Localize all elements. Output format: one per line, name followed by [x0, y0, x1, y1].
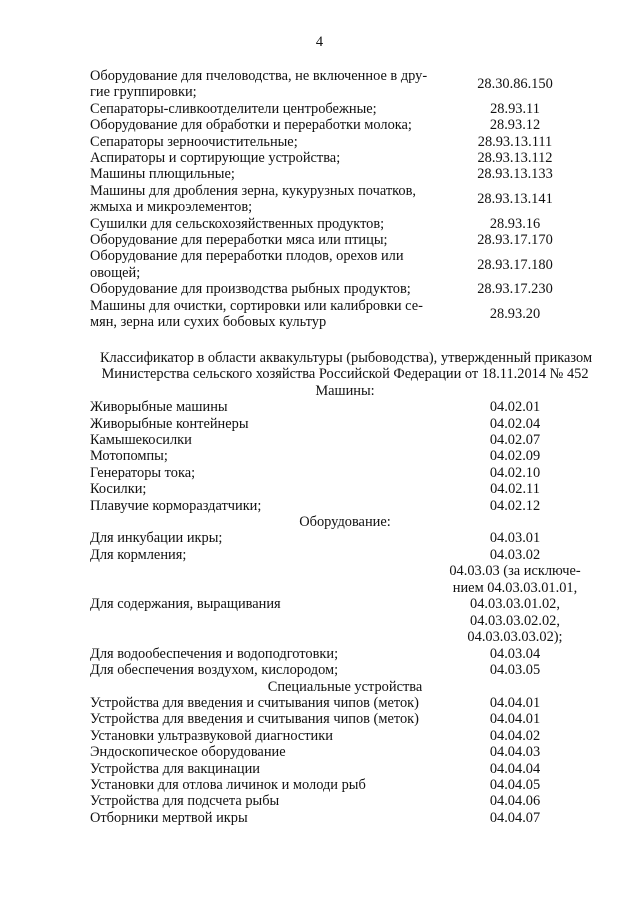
list-item	[90, 281, 600, 297]
list-item	[90, 101, 600, 117]
item-code: 28.93.13.111	[477, 133, 553, 150]
item-code: 04.04.01	[489, 711, 541, 728]
item-code: 04.04.04	[489, 760, 541, 777]
item-code: 28.93.13.112	[477, 150, 553, 167]
list-item	[90, 793, 600, 809]
item-name: Сушилки для сельскохозяйственных продуктов;	[90, 215, 385, 232]
special-devices-heading: Специальные устройства	[267, 678, 423, 695]
item-name: Оборудование для производства рыбных продуктов;	[90, 281, 411, 298]
item-code: 04.02.07	[489, 432, 541, 449]
item-code: 04.02.09	[489, 448, 541, 465]
item-name: Камышекосилки	[90, 432, 192, 449]
item-name: Живорыбные контейнеры	[90, 415, 249, 432]
item-name: Машины для очистки, сортировки или калибровки се- мян, зерна или сухих бобовых культур	[90, 297, 423, 331]
item-code: 04.02.04	[489, 415, 541, 432]
item-name: Живорыбные машины	[90, 399, 228, 416]
list-item	[90, 183, 600, 216]
item-name: Для содержания, выращивания	[90, 596, 281, 613]
special-devices-list	[90, 695, 600, 826]
list-item	[90, 117, 600, 133]
item-name: Плавучие кормораздатчики;	[90, 497, 262, 514]
list-item	[90, 399, 600, 415]
item-name: Устройства для введения и считывания чипов (меток)	[90, 695, 419, 711]
item-name: Для инкубации икры;	[90, 530, 223, 547]
item-code: 28.93.13.141	[477, 191, 553, 208]
list-item	[90, 248, 600, 281]
item-name: Для обеспечения воздухом, кислородом;	[90, 662, 339, 679]
item-name: Установки ультразвуковой диагностики	[90, 727, 333, 744]
item-name: Мотопомпы;	[90, 448, 168, 465]
list-item	[90, 646, 600, 662]
item-code: 04.02.01	[489, 399, 541, 416]
list-item	[90, 481, 600, 497]
machines-list	[90, 399, 600, 514]
item-name: Оборудование для пчеловодства, не включенное в дру- гие группировки;	[90, 68, 428, 101]
list-item	[90, 498, 600, 514]
equipment-list	[90, 530, 600, 678]
item-code: 04.04.01	[489, 695, 541, 711]
item-name: Установки для отлова личинок и молоди рыб	[90, 777, 366, 794]
item-name: Для водообеспечения и водоподготовки;	[90, 645, 339, 662]
page-number: 4	[315, 34, 324, 50]
item-code: 04.03.04	[489, 645, 541, 662]
list-item	[90, 134, 600, 150]
list-item	[90, 662, 600, 678]
item-code: 04.02.11	[490, 481, 540, 498]
equipment-heading: Оборудование:	[299, 514, 391, 531]
item-code: 28.93.17.180	[477, 256, 553, 273]
item-name: Эндоскопическое оборудование	[90, 744, 286, 761]
item-name: Отборники мертвой икры	[90, 809, 248, 826]
list-item	[90, 166, 600, 182]
machines-heading: Машины:	[315, 382, 375, 399]
list-item	[90, 465, 600, 481]
item-name: Оборудование для переработки мяса или птицы;	[90, 232, 388, 249]
item-code: 28.93.12	[489, 117, 541, 134]
list-item	[90, 432, 600, 448]
item-name: Аспираторы и сортирующие устройства;	[90, 150, 341, 167]
list-item	[90, 298, 600, 331]
list-item	[90, 563, 600, 646]
list-item	[90, 547, 600, 563]
item-code: 04.03.05	[489, 662, 541, 679]
item-code: 04.04.06	[489, 793, 541, 810]
list-item	[90, 695, 600, 711]
list-item	[90, 777, 600, 793]
list-item	[90, 68, 600, 101]
list-item	[90, 232, 600, 248]
item-code: 04.02.12	[489, 497, 541, 514]
item-code: 04.04.07	[489, 809, 541, 826]
item-code: 28.93.20	[489, 305, 541, 322]
list-item	[90, 150, 600, 166]
item-code: 28.93.17.230	[477, 281, 553, 298]
item-code: 28.93.17.170	[477, 232, 553, 249]
list-item	[90, 530, 600, 546]
item-code: 28.93.11	[490, 100, 540, 117]
list-item	[90, 728, 600, 744]
classifier-heading-line-2: Министерства сельского хозяйства Российской Федерации от 18.11.2014 № 452	[101, 366, 589, 383]
item-code: 28.30.86.150	[477, 76, 553, 93]
list-item	[90, 744, 600, 760]
item-code: 04.04.03	[489, 744, 541, 761]
agricultural-equipment-list	[90, 68, 600, 331]
classifier-heading-line-1: Классификатор в области аквакультуры (рыбоводства), утвержденный приказом	[99, 350, 593, 366]
item-code: 04.03.01	[489, 530, 541, 547]
aquaculture-classifier	[90, 350, 600, 826]
item-name: Устройства для вакцинации	[90, 760, 260, 777]
item-name: Сепараторы-сливкоотделители центробежные;	[90, 100, 377, 117]
item-name: Оборудование для обработки и переработки молока;	[90, 117, 412, 134]
list-item	[90, 216, 600, 232]
list-item	[90, 711, 600, 727]
item-code: 28.93.13.133	[477, 166, 553, 183]
item-code: 04.03.02	[489, 546, 541, 563]
list-item	[90, 761, 600, 777]
item-name: Сепараторы зерноочистительные;	[90, 133, 298, 150]
item-name: Устройства для подсчета рыбы	[90, 793, 280, 810]
list-item	[90, 810, 600, 826]
item-code: 04.03.03 (за исключе- нием 04.03.03.01.01, 04.03.03.01.02, 04.03.03.02.02, 04.03.03.03.02);	[449, 563, 581, 646]
item-code: 28.93.16	[489, 215, 541, 232]
list-item	[90, 416, 600, 432]
item-name: Машины для дробления зерна, кукурузных початков, жмыха и микроэлементов;	[90, 182, 416, 216]
item-name: Устройства для введения и считывания чипов (меток)	[90, 711, 419, 728]
item-code: 04.04.02	[489, 727, 541, 744]
item-name: Косилки;	[90, 481, 147, 498]
item-code: 04.04.05	[489, 777, 541, 794]
item-name: Генераторы тока;	[90, 464, 196, 481]
item-name: Для кормления;	[90, 546, 187, 563]
list-item	[90, 448, 600, 464]
item-name: Оборудование для переработки плодов, орехов или овощей;	[90, 248, 404, 281]
item-name: Машины плющильные;	[90, 166, 235, 183]
item-code: 04.02.10	[489, 464, 541, 481]
